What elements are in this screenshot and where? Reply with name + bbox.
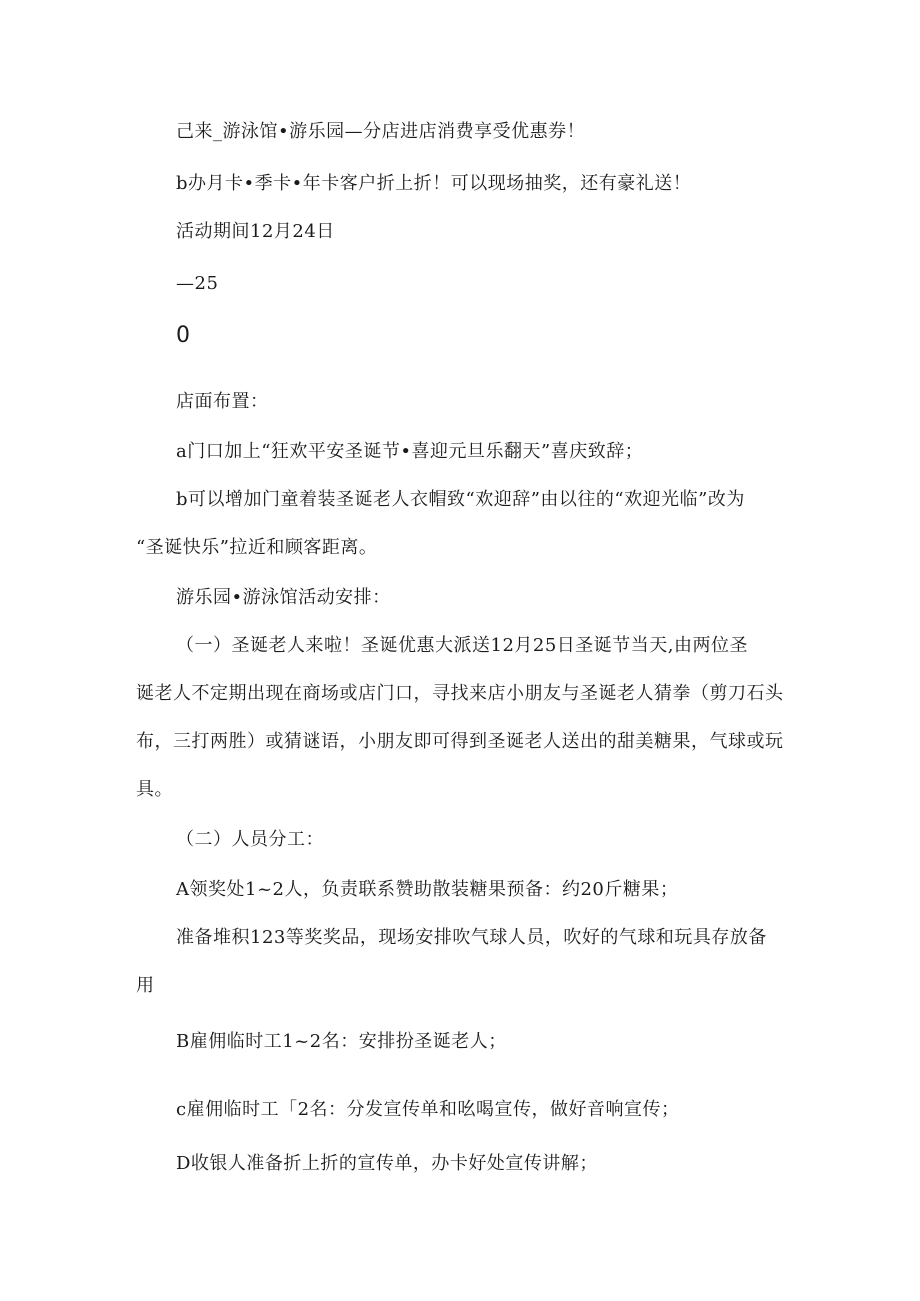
text-line-3: 活动期间12月24日 <box>176 221 335 242</box>
text-line-7: a门口加上“狂欢平安圣诞节•喜迎元旦乐翻天”喜庆致辞； <box>176 441 644 462</box>
text-line-21: D收银人准备折上折的宣传单，办卡好处宣传讲解； <box>176 1153 598 1174</box>
text-line-20: c雇佣临时工「2名：分发宣传单和吆喝宣传，做好音响宣传； <box>176 1099 680 1120</box>
section-heading-activities: 游乐园•游泳馆活动安排： <box>176 587 391 608</box>
paragraph-1-line-2: 诞老人不定期出现在商场或店门口，寻找来店小朋友与圣诞老人猜拳（剪刀石头 <box>136 683 784 704</box>
text-line-1: 己来_游泳馆•游乐园—分店进店消费享受优惠券！ <box>176 121 586 142</box>
text-line-17: 准备堆积123等奖奖品，现场安排吹气球人员，吹好的气球和玩具存放备 <box>176 927 767 948</box>
text-line-19: B雇佣临时工1~2名：安排扮圣诞老人； <box>176 1031 507 1052</box>
paragraph-1-line-1: （一）圣诞老人来啦！圣诞优惠大派送12月25日圣诞节当天,由两位圣 <box>176 635 749 656</box>
paragraph-1-line-3: 布，三打两胜）或猜谜语，小朋友即可得到圣诞老人送出的甜美糖果，气球或玩 <box>136 731 784 752</box>
text-line-4: —25 <box>176 273 219 294</box>
text-line-5: 0 <box>176 323 191 348</box>
paragraph-1-line-4: 具。 <box>136 779 173 800</box>
text-line-18: 用 <box>136 975 155 996</box>
text-line-9: “圣诞快乐”拉近和顾客距离。 <box>136 537 378 558</box>
section-heading-store-layout: 店面布置： <box>176 391 269 412</box>
text-line-2: b办月卡•季卡•年卡客户折上折！可以现场抽奖，还有豪礼送！ <box>176 173 692 194</box>
section-heading-staffing: （二）人员分工： <box>176 829 324 850</box>
text-line-8: b可以增加门童着装圣诞老人衣帽致“欢迎辞”由以往的“欢迎光临”改为 <box>176 489 745 510</box>
text-line-16: A领奖处1~2人，负责联系赞助散装糖果预备：约20斤糖果； <box>176 879 679 900</box>
